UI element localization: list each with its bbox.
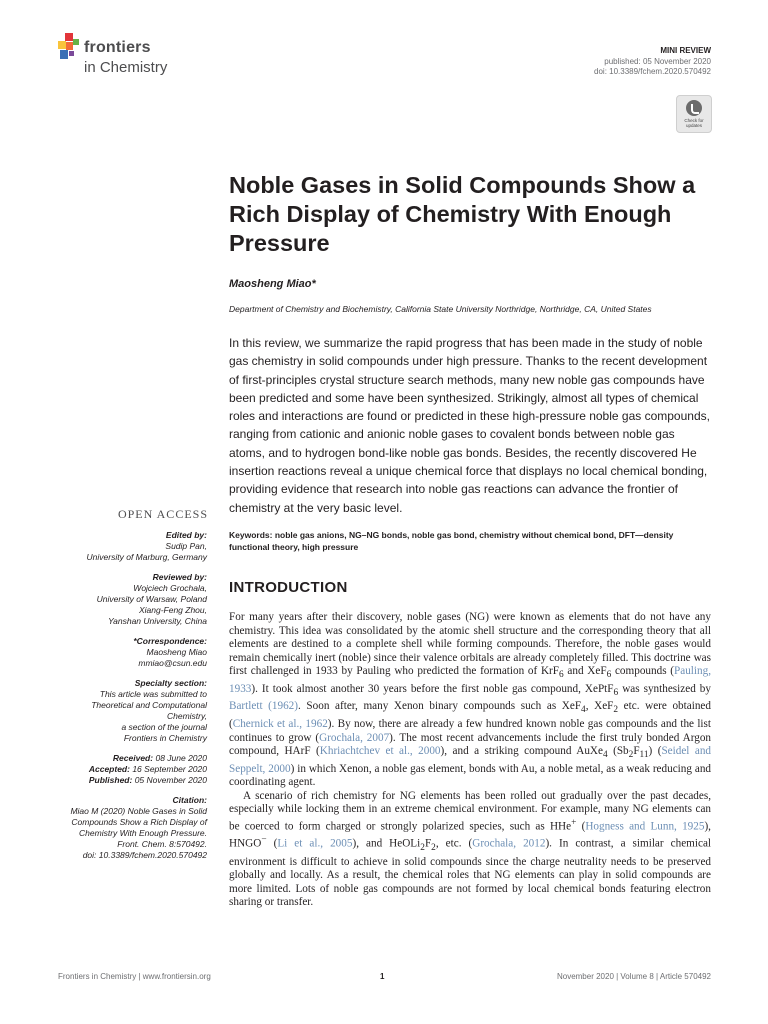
edited-by-label: Edited by: [165,530,207,540]
specialty-label: Specialty section: [134,678,207,688]
citation-link[interactable]: Grochala, 2007 [319,731,390,744]
logo-brand-text: frontiers [84,39,151,56]
check-for-updates-button[interactable] [676,95,712,133]
citation-line: Chemistry With Enough Pressure. [79,828,207,838]
section-heading-introduction: INTRODUCTION [229,579,348,596]
citation-link[interactable]: Grochala, 2012 [472,837,546,850]
citation-link[interactable]: Pauling, 1933 [229,665,711,695]
correspondence-email[interactable]: mmiao@csun.edu [138,658,207,668]
citation-line: Compounds Show a Rich Display of [71,817,207,827]
received-value: 08 June 2020 [155,753,207,763]
correspondence-name: Maosheng Miao [146,647,207,657]
published-date: published: 05 November 2020 [604,56,711,66]
footer-journal-link[interactable]: Frontiers in Chemistry | www.frontiersin.org [58,972,211,981]
check-updates-label: Check for updates [684,118,704,128]
frontiers-logo-icon [58,33,82,61]
published-label: Published: [88,775,133,785]
open-access-label: OPEN ACCESS [117,507,208,521]
citation-doi[interactable]: doi: 10.3389/fchem.2020.570492 [82,850,207,860]
reviewed-by-section [40,572,207,627]
specialty-section [40,678,207,744]
reviewer-name[interactable]: Wojciech Grochala, [133,583,207,593]
specialty-line: This article was submitted to [99,689,207,699]
footer-article-info: November 2020 | Volume 8 | Article 570492 [556,972,711,981]
accepted-date [40,764,207,775]
specialty-line: a section of the journal [121,722,207,732]
received-label: Received: [112,753,154,763]
citation-link[interactable]: Bartlett (1962) [229,700,298,713]
keywords: Keywords: noble gas anions, NG–NG bonds, noble gas bond, chemistry without chemical bond, DFT—density functional theory, high pressure [229,530,674,552]
citation-link[interactable]: Khriachtchev et al., 2000 [319,745,441,758]
abstract: In this review, we summarize the rapid progress that has been made in the study of noble gas chemistry in solid compounds under high pressure. Thanks to the recent development of first-principles crystal structure search methods, many new noble gas compounds have been predicted and some have been synthesized. Strikingly, almost all types of chemical roles and interactions are found or predicted in these high-pressure noble gas compounds, ranging from cationic and anionic noble gases to covalent bonds between noble gas atoms, and to hydrogen bond-like noble gas bonds. Besides, the recently discovered He insertion reactions reveal a unique chemical force that displays no local chemical bonding, providing evidence that research into noble gas reactions can advance the frontier of chemistry at the very basic level. [229,336,710,515]
specialty-line: Theoretical and Computational [91,700,207,710]
citation-section [40,795,207,861]
citation-line: Front. Chem. 8:570492. [117,839,207,849]
citation-link[interactable]: Chernick et al., 1962 [232,718,328,731]
specialty-line: Frontiers in Chemistry [123,733,207,743]
editor-name[interactable]: Sudip Pan, [165,541,207,551]
dates-section [40,753,207,786]
citation-line: Miao M (2020) Noble Gases in Solid [70,806,207,816]
accepted-label: Accepted: [88,764,130,774]
correspondence-section [40,636,207,669]
author-name[interactable]: Maosheng Miao* [229,278,316,290]
logo-journal-text: in Chemistry [84,59,168,76]
correspondence-label: *Correspondence: [133,636,207,646]
article-meta [594,46,711,78]
doi-link[interactable]: doi: 10.3389/fchem.2020.570492 [594,67,711,76]
journal-logo[interactable] [58,33,198,79]
article-info-sidebar [40,530,207,870]
author-affiliation: Department of Chemistry and Biochemistry, California State University Northridge, Northridge, CA, United States [229,304,652,314]
published-date-sidebar [40,775,207,786]
article-type: MINI REVIEW [660,46,711,55]
check-updates-icon [686,100,702,116]
editor-affiliation: University of Marburg, Germany [86,552,207,562]
reviewer-name[interactable]: Xiang-Feng Zhou, [138,605,207,615]
intro-paragraph-1: For many years after their discovery, noble gases (NG) were known as elements that do not have any chemistry. This idea was consolidated by the atomic shell structure and the corresponding theory that all elements are destined to a complete shell while forming compounds. Therefore, the noble gases would remain chemically inert (noble) since their valence orbitals are already completely filled. This doctrine was first challenged in 1933 by Pauling who predicted the formation of KrF$_6$ and XeF$_6$ compounds (Pauling, 1933). It took almost another 30 years before the first noble gas compound, XePtF$_6$ was synthesized by Bartlett (1962). Soon after, many Xenon binary compounds such as XeF$_4$, XeF$_2$ etc. were obtained (Chernick et al., 1962). By now, there are already a few hundred known noble gas compounds and the list continues to grow (Grochala, 2007). The most recent advancements include the first truly bonded Argon compound, HArF (Khriachtchev et al., 2000), and a striking compound AuXe$_4$ $(Sb_2F_{11})$ (Seidel and Seppelt, 2000) in which Xenon, a noble gas element, bonds with Au, a noble metal, as a weak reducing and coordinating agent. [229,611,712,789]
intro-paragraph-2: A scenario of rich chemistry for NG elements has been rolled out gradually over the past decades, especially while locking them in an extreme chemical environment. For example, many NG elements can be coerced to form charged or strongly polarized species, such as HHe+ (Hogness and Lunn, 1925), HNGO− (Li et al., 2005), and $HeOLi_2F_2$, etc. (Grochala, 2012). In contrast, a similar chemical environment is difficult to achieve in solid compounds since the charge neutrality needs to be preserved globally and locally. As a result, the chemical roles that NG elements can play in solid compounds are more limited. Lots of noble gas compounds are not formed by local chemical bonds featuring electron sharing or transfer. [229,789,712,909]
introduction-body [229,611,711,910]
edited-by-section [40,530,207,563]
specialty-line: Chemistry, [167,711,207,721]
reviewed-by-label: Reviewed by: [152,572,207,582]
published-value: 05 November 2020 [134,775,207,785]
reviewer-affiliation: University of Warsaw, Poland [96,594,207,604]
citation-link[interactable]: Seidel and Seppelt, 2000 [229,745,712,775]
citation-label: Citation: [172,795,207,805]
article-title: Noble Gases in Solid Compounds Show a Rich Display of Chemistry With Enough Pressure [229,172,696,256]
received-date [40,753,207,764]
citation-link[interactable]: Li et al., 2005 [277,837,353,850]
reviewer-affiliation: Yanshan University, China [108,616,207,626]
page-number: 1 [380,972,385,981]
accepted-value: 16 September 2020 [132,764,207,774]
citation-link[interactable]: Hogness and Lunn, 1925 [585,820,705,833]
